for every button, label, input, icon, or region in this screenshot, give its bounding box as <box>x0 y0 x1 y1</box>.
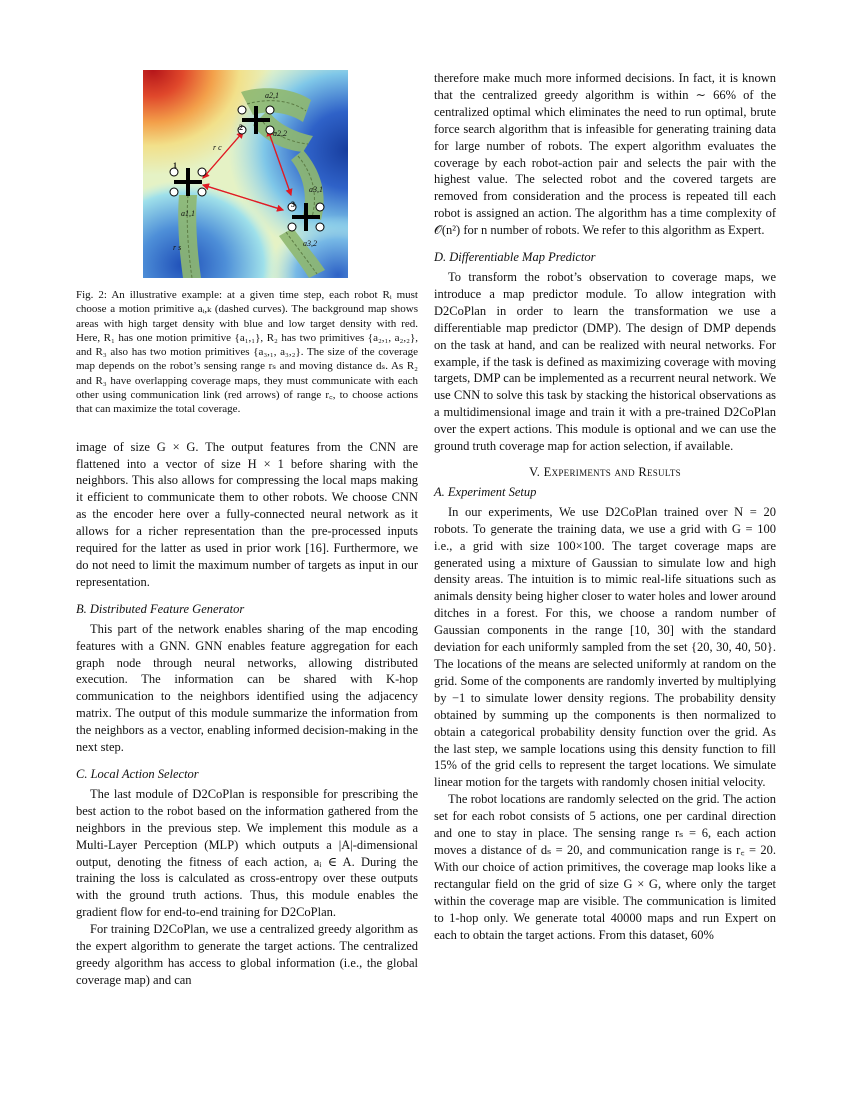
robot-1-label: 1 <box>173 161 177 170</box>
label-a11: a1,1 <box>181 209 195 218</box>
robot-2-label: 2 <box>239 123 243 132</box>
label-rc: r c <box>213 143 222 152</box>
label-rs: r s <box>173 243 182 252</box>
label-a21: a2,1 <box>265 91 279 100</box>
paragraph-feature-generator: This part of the network enables sharing of the map encoding features with a GNN. GNN enables feature aggregation for each graph node through neural networks, allowing distributed execution. The information can be shared with K-hop communication to the neighbors identified using the adjacency matrix. The output of this module summarize the information from the neighbors as a vector, enabling informed decision-making in the next step. <box>76 621 418 755</box>
coverage-illustration <box>143 70 348 278</box>
label-a32: a3,2 <box>303 239 317 248</box>
paragraph-map-predictor: To transform the robot’s observation to coverage maps, we introduce a map predictor module. To allow integration with D2CoPlan in order to learn the transformation we use a differentiable map predictor (DMP). The design of DMP depends on the task at hand, and can be realized with neural networks. For example, if the task is defined as maximizing coverage with moving targets, DMP can be implemented as a recurrent neural network. We use CNN to solve this task by stacking the historical observations as a multidimensional image and train it with a pre-trained D2CoPlan over the expert actions. This module is optional and we can use the ground truth coverage map for action selection, if available. <box>434 269 776 454</box>
heading-distributed-feature-generator: B. Distributed Feature Generator <box>76 601 245 616</box>
label-a31: a3,1 <box>309 185 323 194</box>
paragraph-experiment-setup: In our experiments, We use D2CoPlan trained over N = 20 robots. To generate the training data, we use a grid with G = 100 i.e., a grid with size 100×100. The target coverage maps are generated using a mixture of Gaussian to simulate low and high density areas. The intuition is to mimic real-life situations such as animals density being higher closer to water holes and lower around ditches in a forest. For this, we choose a random number of Gaussian components in the range [10, 30] with the standard deviation for each uniformly sampled from the set {20, 30, 40, 50}. The locations of the means are selected uniformly at random on the grid. Some of the components are randomly inverted by multiplying by −1 to simulate lower density regions. The probability density obtained by summing up the components is then normalized to obtain a categorical probability density function over the grid. As the last step, we sample locations using this density function to fill 15% of the grid cells to represent the target locations. We simulate linear motion for the targets with randomly chosen initial velocity. <box>434 504 776 790</box>
robot-3-label: 3 <box>291 200 295 209</box>
paragraph-action-selector: The last module of D2CoPlan is responsible for prescribing the best action to the robot based on the information gathered from the neighbors in the previous step. We implement this module as a Multi-Layer Perception (MLP) which outputs a |A|-dimensional output, denoting the fitness of each action, aᵢ ∈ A. During the training the loss is calculated as cross-entropy over these outputs with the ground truth actions. Thus, this module enables the gradient flow for end-to-end training for D2CoPlan. <box>76 786 418 920</box>
paragraph-robot-setup: The robot locations are randomly selected on the grid. The action set for each robot consists of 5 actions, one per cardinal direction and one to stay in place. The sensing range rₛ = 6, each action moves a distance of dₛ = 20, and communication range is r꜀ = 20. With our choice of action primitives, the coverage map looks like a rectangular field on the grid of size G × G, where only the target within the coverage map are visible. The communication is limited to 1-hop only. We generate total 40000 maps and run Expert on each to obtain the target actions. From this dataset, 60% <box>434 792 776 942</box>
paragraph-training: For training D2CoPlan, we use a centralized greedy algorithm as the expert algorithm to generate the target actions. The centralized greedy algorithm has access to global information (i.e., the global coverage map) and can <box>76 922 418 987</box>
heading-map-predictor: D. Differentiable Map Predictor <box>434 250 596 265</box>
left-column <box>76 70 418 989</box>
paragraph-expert-algorithm: therefore make much more informed decisions. In fact, it is known that the centralized greedy algorithm is within ∼ 66% of the centralized optimal which eliminates the need to run optimal, brute force search algorithm that is infeasible for generating training data for large number of robots. The expert algorithm evaluates the coverage by each robot-action pair and selects the pair with the highest value. The selected robot and the covered targets are removed from consideration and the process is repeated till each robot is assigned an action. The algorithm has a time complexity of 𝒪(n²) for n number of robots. We refer to this algorithm as Expert. <box>434 71 776 238</box>
right-column <box>434 70 776 943</box>
heading-experiment-setup: A. Experiment Setup <box>434 484 537 499</box>
label-a22: a2,2 <box>273 129 287 138</box>
robot-1-icon <box>170 168 206 196</box>
figure-2 <box>143 70 348 278</box>
section-heading-experiments: V. Experiments and Results <box>529 464 681 479</box>
paragraph-cnn-features: image of size G × G. The output features from the CNN are flattened into a vector of size H × 1 before sharing with the neighbors. This also allows for compressing the local maps making it efficient to communicate them to other robots. We choose CNN as the encoder here over a fully-connected neural network as it allows for a richer representation than the pre-processed inputs required for the latter as used in prior work [16]. Furthermore, we do not need to limit the maximum number of targets as input in our representation. <box>76 439 418 589</box>
robot-2-icon <box>238 106 274 134</box>
figure-caption: Fig. 2: An illustrative example: at a given time step, each robot Rᵢ must choose a motion primitive aᵢ,ₖ (dashed curves). The background map shows areas with high target density with blue and low target density with red. Here, R₁ has one motion primitive {a₁,₁}, R₂ has two primitives {a₂,₁, a₂,₂}, and R₃ also has two motion primitives {a₃,₁, a₃,₂}. The size of the coverage map depends on the robot’s sensing range rₛ and moving distance dₛ. As R₂ and R₃ have overlapping coverage maps, they must communicate with each other using communication link (red arrows) of range r꜀, to choose actions that can maximize the total coverage. <box>76 289 418 416</box>
heading-local-action-selector: C. Local Action Selector <box>76 766 199 781</box>
